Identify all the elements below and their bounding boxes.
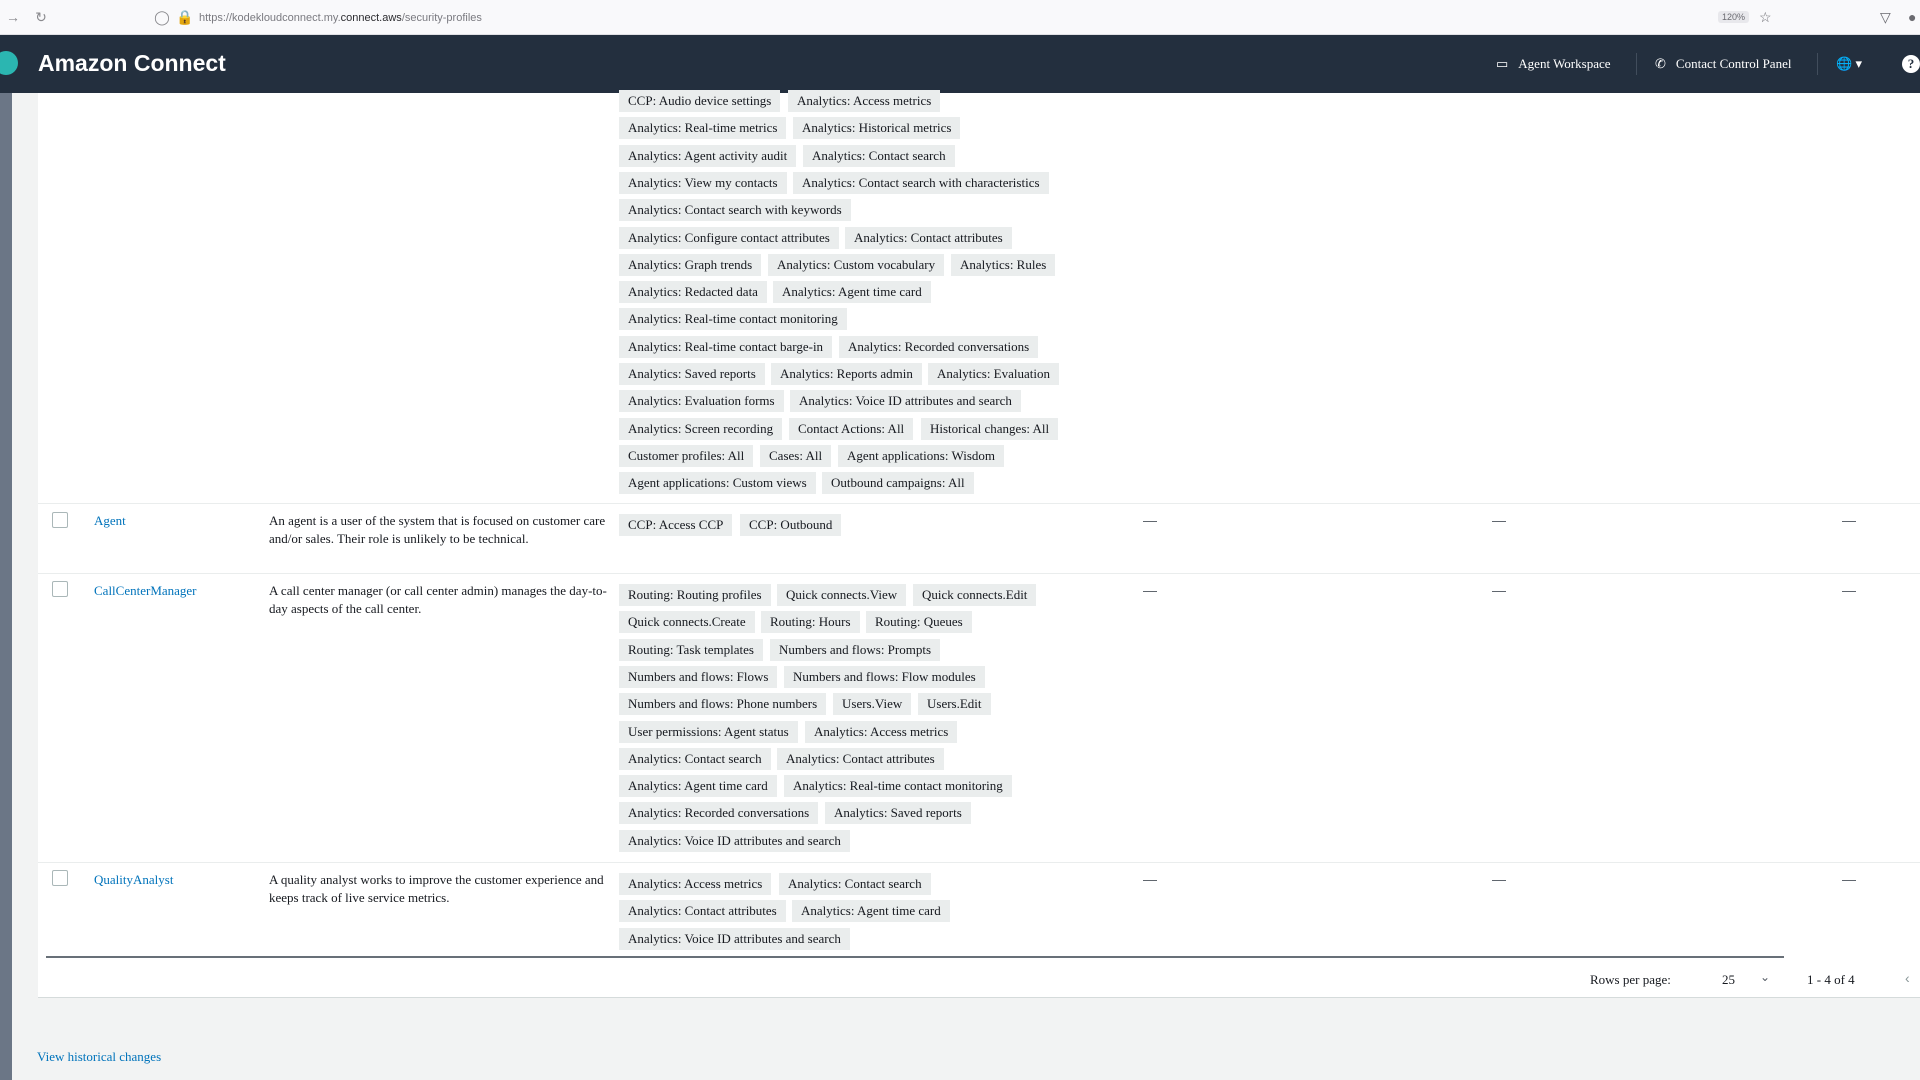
cell-dash: — — [1842, 512, 1856, 528]
app-title: Amazon Connect — [38, 50, 226, 76]
permission-tag: Analytics: Graph trends — [619, 254, 761, 276]
profile-link-callcentermanager[interactable]: CallCenterManager — [94, 583, 197, 598]
cell-dash: — — [1143, 512, 1157, 528]
lock-icon[interactable]: 🔒 — [176, 9, 194, 25]
zoom-badge[interactable]: 120% — [1718, 11, 1749, 23]
permission-tag: Analytics: Contact search — [803, 145, 955, 167]
row-checkbox-callcentermanager[interactable] — [52, 581, 68, 597]
rows-per-page-select[interactable]: 25 — [1722, 972, 1735, 987]
permission-tag: Analytics: Agent time card — [619, 775, 777, 797]
view-historical-changes-link[interactable]: View historical changes — [37, 1049, 162, 1064]
permission-tag: User permissions: Agent status — [619, 721, 798, 743]
profile-link-qualityanalyst[interactable]: QualityAnalyst — [94, 872, 174, 887]
permission-tag: Analytics: View my contacts — [619, 172, 787, 194]
bookmark-star-icon[interactable]: ☆ — [1759, 9, 1772, 25]
permission-tag: Customer profiles: All — [619, 445, 753, 467]
permission-tag: Analytics: Evaluation — [928, 363, 1059, 385]
permission-tag: Analytics: Redacted data — [619, 281, 767, 303]
permission-tag: Routing: Queues — [866, 611, 972, 633]
profile-description: A quality analyst works to improve the customer experience and keeps track of live service metrics. — [269, 872, 604, 905]
permission-tag: Analytics: Real-time contact barge-in — [619, 336, 832, 358]
permission-tag: Analytics: Contact attributes — [619, 900, 786, 922]
chevron-left-icon[interactable]: ‹ — [1905, 970, 1910, 986]
chevron-down-icon[interactable]: ⌄ — [1760, 970, 1771, 984]
permission-tag: Cases: All — [760, 445, 831, 467]
profile-link-agent[interactable]: Agent — [94, 513, 126, 528]
permission-tag: Contact Actions: All — [789, 418, 913, 440]
permission-tag: Analytics: Access metrics — [788, 90, 940, 112]
row-divider — [38, 573, 1920, 574]
permission-tag: CCP: Outbound — [740, 514, 841, 536]
globe-icon: 🌐 — [1836, 56, 1853, 71]
agent-workspace-label: Agent Workspace — [1518, 56, 1611, 71]
permission-tag: Analytics: Contact search — [619, 748, 771, 770]
permission-tag: Outbound campaigns: All — [822, 472, 974, 494]
permission-tag: Analytics: Access metrics — [805, 721, 957, 743]
reload-icon[interactable]: ↻ — [35, 9, 47, 25]
contact-control-panel-label: Contact Control Panel — [1675, 56, 1792, 71]
permission-tag: Routing: Routing profiles — [619, 584, 771, 606]
app-header — [0, 35, 1920, 93]
permission-tag: Analytics: Rules — [951, 254, 1055, 276]
permission-tag: Quick connects.View — [777, 584, 906, 606]
permission-tag: Analytics: Recorded conversations — [839, 336, 1038, 358]
permission-tag: Agent applications: Wisdom — [838, 445, 1004, 467]
forward-icon[interactable]: → — [6, 9, 20, 25]
permission-tag: Analytics: Voice ID attributes and search — [790, 390, 1021, 412]
pocket-icon[interactable]: ▽ — [1880, 9, 1891, 25]
row-divider — [38, 862, 1920, 863]
permission-tag: Analytics: Contact search — [779, 873, 931, 895]
permission-tag: Analytics: Saved reports — [825, 802, 971, 824]
permission-tag: Analytics: Real-time metrics — [619, 117, 786, 139]
permission-tag: Analytics: Access metrics — [619, 873, 771, 895]
permission-tag: Analytics: Contact attributes — [777, 748, 944, 770]
cell-dash: — — [1492, 582, 1506, 598]
permission-tag: Analytics: Real-time contact monitoring — [619, 308, 847, 330]
permission-tag: Analytics: Voice ID attributes and search — [619, 928, 850, 950]
permission-tag: CCP: Access CCP — [619, 514, 732, 536]
permission-tag: Analytics: Saved reports — [619, 363, 765, 385]
cell-dash: — — [1143, 582, 1157, 598]
header-divider — [1817, 53, 1818, 75]
chevron-down-icon: ▾ — [1855, 56, 1862, 71]
permission-tag: Analytics: Agent activity audit — [619, 145, 796, 167]
permission-tag: Analytics: Evaluation forms — [619, 390, 784, 412]
workspace-icon: ▭ — [1496, 56, 1509, 71]
shield-icon[interactable]: ◯ — [154, 9, 170, 25]
browser-toolbar — [0, 0, 1920, 35]
url-domain: connect.aws — [340, 12, 402, 24]
permission-tag: Analytics: Agent time card — [773, 281, 931, 303]
permission-tag: Analytics: Agent time card — [792, 900, 950, 922]
agent-workspace-link[interactable] — [1496, 56, 1611, 72]
permission-tag: Analytics: Voice ID attributes and search — [619, 830, 850, 852]
row-checkbox-agent[interactable] — [52, 512, 68, 528]
account-icon[interactable]: ● — [1908, 9, 1917, 25]
permission-tag: Numbers and flows: Flow modules — [784, 666, 985, 688]
permission-tag: Analytics: Screen recording — [619, 418, 782, 440]
permission-tag: Analytics: Contact attributes — [845, 227, 1012, 249]
permission-tag: Analytics: Reports admin — [771, 363, 922, 385]
permission-tag: Analytics: Real-time contact monitoring — [784, 775, 1012, 797]
permission-tag: Users.View — [833, 693, 911, 715]
permission-tag: Numbers and flows: Phone numbers — [619, 693, 826, 715]
profile-description: A call center manager (or call center admin) manages the day-to-day aspects of the call center. — [269, 583, 607, 616]
cell-dash: — — [1143, 871, 1157, 887]
table-bottom-border — [46, 956, 1784, 958]
language-menu[interactable] — [1836, 56, 1862, 72]
help-icon[interactable]: ? — [1902, 55, 1920, 73]
header-divider — [1636, 53, 1637, 75]
profile-description: An agent is a user of the system that is focused on customer care and/or sales. Their role is unlikely to be technical. — [269, 513, 606, 546]
cell-dash: — — [1492, 512, 1506, 528]
permission-tag: Routing: Hours — [761, 611, 860, 633]
amazon-connect-logo — [0, 51, 18, 75]
cell-dash: — — [1842, 582, 1856, 598]
permission-tag: Quick connects.Edit — [913, 584, 1036, 606]
url-path: /security-profiles — [401, 12, 482, 24]
permission-tag: CCP: Audio device settings — [619, 90, 780, 112]
permission-tag: Routing: Task templates — [619, 639, 763, 661]
permission-tag: Analytics: Contact search with characteristics — [793, 172, 1049, 194]
permission-tag: Quick connects.Create — [619, 611, 755, 633]
url-prefix: https://kodekloudconnect.my. — [199, 12, 341, 24]
permission-tag: Analytics: Recorded conversations — [619, 802, 818, 824]
address-bar[interactable] — [199, 12, 482, 24]
permission-tag: Analytics: Historical metrics — [793, 117, 960, 139]
permission-tag: Analytics: Configure contact attributes — [619, 227, 839, 249]
page-range: 1 - 4 of 4 — [1807, 972, 1855, 987]
phone-icon: ✆ — [1655, 56, 1666, 71]
permission-tag: Historical changes: All — [921, 418, 1058, 440]
row-divider — [38, 503, 1920, 504]
cell-dash: — — [1492, 871, 1506, 887]
permission-tag: Numbers and flows: Flows — [619, 666, 777, 688]
permission-tag: Agent applications: Custom views — [619, 472, 816, 494]
cell-dash: — — [1842, 871, 1856, 887]
permission-tag: Analytics: Custom vocabulary — [768, 254, 944, 276]
permission-tag: Users.Edit — [918, 693, 991, 715]
sidebar-collapsed[interactable] — [0, 93, 12, 1080]
contact-control-panel-link[interactable] — [1655, 56, 1791, 72]
rows-per-page-label: Rows per page: — [1590, 972, 1671, 987]
permission-tag: Numbers and flows: Prompts — [770, 639, 940, 661]
row-checkbox-qualityanalyst[interactable] — [52, 870, 68, 886]
permission-tag: Analytics: Contact search with keywords — [619, 199, 851, 221]
